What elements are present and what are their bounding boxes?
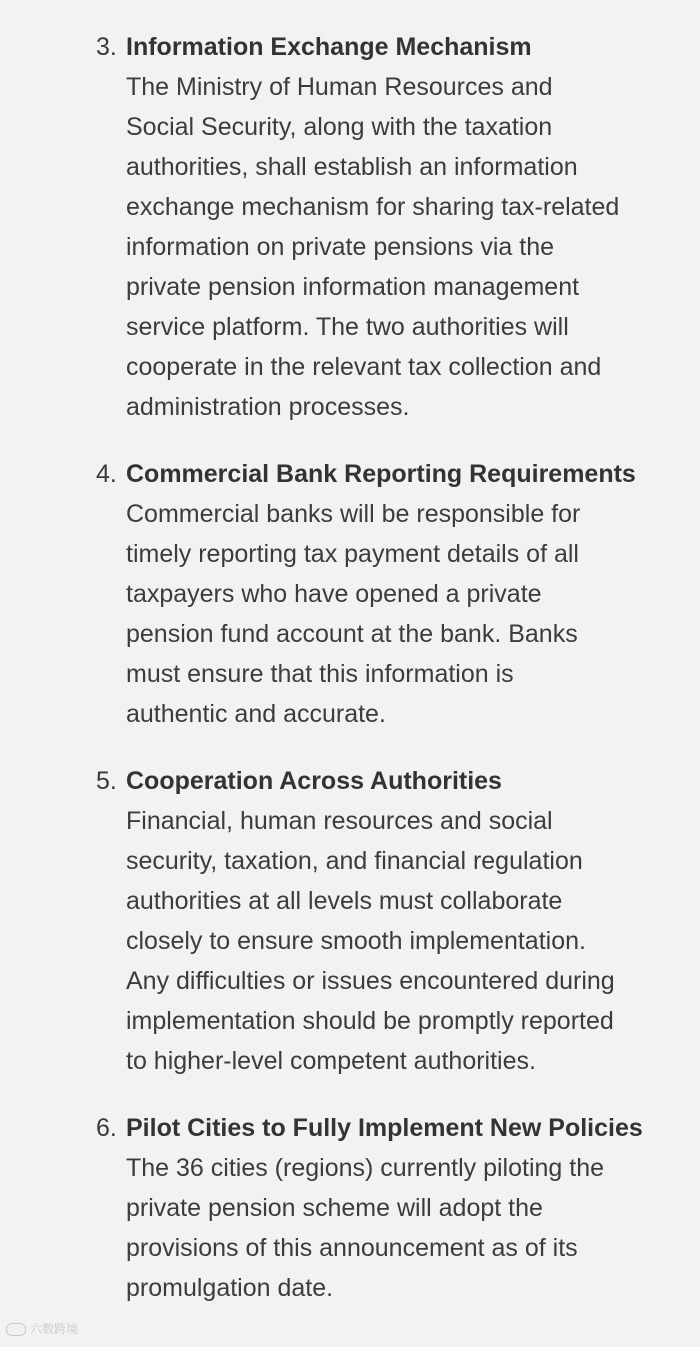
item-body-line: authentic and accurate. (126, 700, 386, 728)
item-body-line: taxpayers who have opened a private (126, 580, 542, 608)
item-number: 5. (96, 767, 117, 795)
item-body-line: administration processes. (126, 393, 410, 421)
item-heading: Pilot Cities to Fully Implement New Policies (126, 1114, 643, 1142)
item-body-line: promulgation date. (126, 1274, 334, 1302)
item-body-line: The 36 cities (regions) currently piloting the (126, 1154, 605, 1182)
item-body-line: service platform. The two authorities will (126, 313, 569, 341)
item-body-line: private pension information management (126, 273, 580, 301)
watermark-text: 六数跨境 (30, 1322, 79, 1336)
item-body-line: information on private pensions via the (126, 233, 555, 261)
item-body-line: The Ministry of Human Resources and (126, 73, 553, 101)
item-heading: Information Exchange Mechanism (126, 33, 532, 61)
item-number: 4. (96, 460, 117, 488)
item-body-line: cooperate in the relevant tax collection and (126, 353, 602, 381)
item-body-line: Commercial banks will be responsible for (126, 500, 581, 528)
item-body-line: security, taxation, and financial regulation (126, 847, 583, 875)
item-body-line: closely to ensure smooth implementation. (126, 927, 586, 955)
item-body-line: private pension scheme will adopt the (126, 1194, 543, 1222)
item-body-line: authorities, shall establish an information (126, 153, 578, 181)
item-body-line: Social Security, along with the taxation (126, 113, 553, 141)
item-body-line: must ensure that this information is (126, 660, 514, 688)
watermark-logo-icon (6, 1323, 26, 1336)
item-body-line: Any difficulties or issues encountered during (126, 967, 615, 995)
item-number: 6. (96, 1114, 117, 1142)
item-body-line: authorities at all levels must collaborate (126, 887, 563, 915)
item-content (126, 761, 676, 1081)
item-content (126, 454, 676, 734)
item-number: 3. (96, 33, 117, 61)
item-heading: Commercial Bank Reporting Requirements (126, 460, 636, 488)
watermark (6, 1320, 78, 1338)
item-body-line: Financial, human resources and social (126, 807, 553, 835)
item-heading: Cooperation Across Authorities (126, 767, 502, 795)
item-body-line: timely reporting tax payment details of all (126, 540, 579, 568)
item-body-line: provisions of this announcement as of its (126, 1234, 578, 1262)
item-body-line: pension fund account at the bank. Banks (126, 620, 578, 648)
item-content (126, 27, 676, 427)
item-body-line: implementation should be promptly reported (126, 1007, 614, 1035)
item-body-line: exchange mechanism for sharing tax-related (126, 193, 620, 221)
item-content (126, 1108, 676, 1308)
item-body-line: to higher-level competent authorities. (126, 1047, 536, 1075)
